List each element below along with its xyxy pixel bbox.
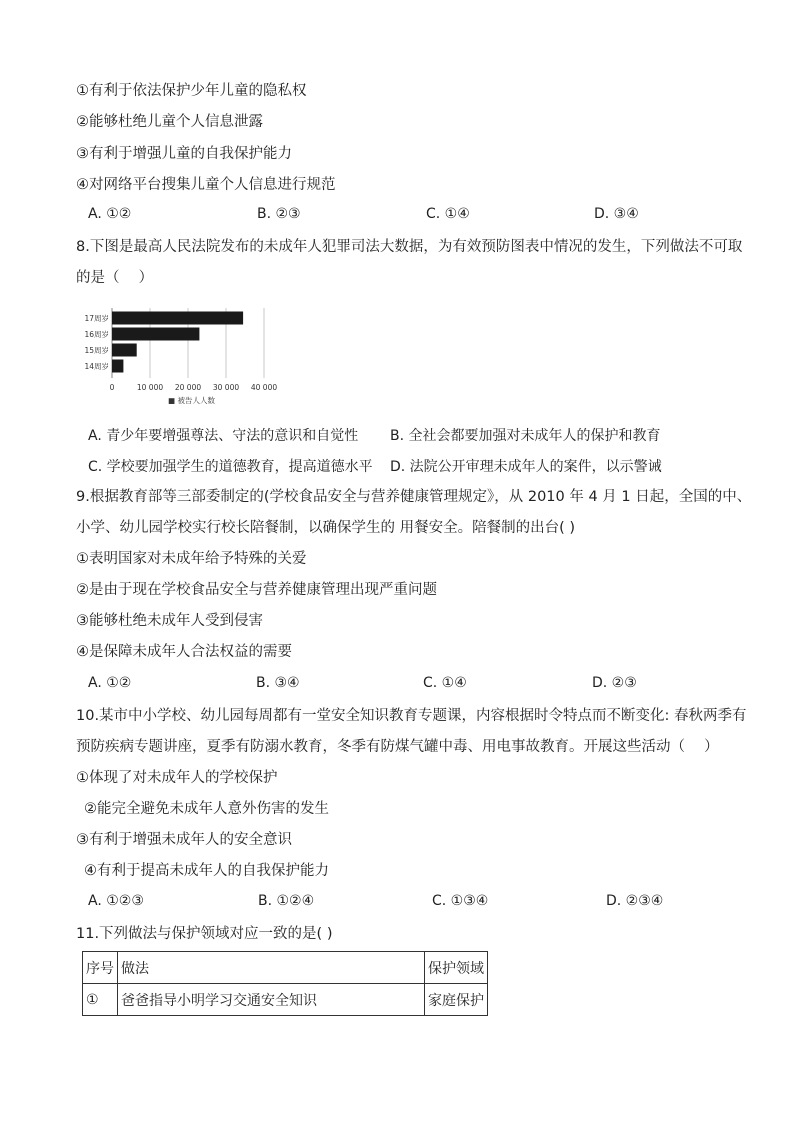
- table-cell: ①: [83, 984, 118, 1016]
- q9-option-c[interactable]: C. ①④: [423, 675, 467, 691]
- q8-option-a[interactable]: A. 青少年要增强尊法、守法的意识和自觉性: [88, 428, 359, 444]
- category-label: 14周岁: [84, 362, 109, 371]
- table-header-cell: 保护领域: [425, 952, 488, 984]
- q10-item-2: ②能完全避免未成年人意外伤害的发生: [84, 801, 329, 817]
- q9-item-4: ④是保障未成年人合法权益的需要: [76, 644, 292, 660]
- q7-option-c[interactable]: C. ①④: [426, 206, 470, 222]
- table-row: [83, 984, 488, 1016]
- q7-options: [88, 206, 708, 226]
- table-header-cell: 做法: [118, 952, 425, 984]
- bar: [112, 312, 243, 325]
- q9-options: [88, 675, 708, 695]
- q8-stem-line-2: 的是（ ）: [76, 270, 154, 286]
- x-tick-label: 0: [109, 383, 115, 392]
- q10-item-1: ①体现了对未成年人的学校保护: [76, 770, 278, 786]
- q10-stem-line-1: 10.某市中小学校、幼儿园每周都有一堂安全知识教育专题课，内容根据时令特点而不断变化: 春秋两季有: [76, 708, 747, 724]
- q11-table: [82, 951, 488, 1016]
- q10-option-c[interactable]: C. ①③④: [432, 893, 489, 909]
- q10-options: [88, 893, 708, 913]
- q9-option-b[interactable]: B. ③④: [256, 675, 300, 691]
- q8-option-d[interactable]: D. 法院公开审理未成年人的案件，以示警诫: [390, 459, 662, 475]
- q7-option-a[interactable]: A. ①②: [88, 206, 132, 222]
- q10-option-d[interactable]: D. ②③④: [606, 893, 664, 909]
- x-tick-label: 40 000: [250, 383, 278, 392]
- q7-item-2: ②能够杜绝儿童个人信息泄露: [76, 114, 263, 130]
- x-tick-label: 10 000: [136, 383, 164, 392]
- q9-item-2: ②是由于现在学校食品安全与营养健康管理出现严重问题: [76, 582, 437, 598]
- q10-item-3: ③有利于增强未成年人的安全意识: [76, 832, 292, 848]
- q10-item-4: ④有利于提高未成年人的自我保护能力: [84, 863, 329, 879]
- q9-item-3: ③能够杜绝未成年人受到侵害: [76, 613, 263, 629]
- q7-option-b[interactable]: B. ②③: [257, 206, 301, 222]
- q7-item-4: ④对网络平台搜集儿童个人信息进行规范: [76, 177, 336, 193]
- q10-option-b[interactable]: B. ①②④: [258, 893, 315, 909]
- bar: [112, 344, 137, 357]
- category-label: 16周岁: [84, 330, 109, 339]
- q9-stem-line-1: 9.根据教育部等三部委制定的(学校食品安全与营养健康管理规定》，从 2010 年 4 月 1 日起，全国的中、: [76, 489, 752, 505]
- q7-item-3: ③有利于增强儿童的自我保护能力: [76, 146, 292, 162]
- bar: [112, 328, 199, 341]
- table-cell: 家庭保护: [425, 984, 488, 1016]
- x-tick-label: 30 000: [212, 383, 240, 392]
- table-cell: 爸爸指导小明学习交通安全知识: [118, 984, 425, 1016]
- category-label: 17周岁: [84, 314, 109, 323]
- table-header-row: [83, 952, 488, 984]
- q10-option-a[interactable]: A. ①②③: [88, 893, 144, 909]
- q9-option-a[interactable]: A. ①②: [88, 675, 132, 691]
- q9-stem-line-2: 小学、幼儿园学校实行校长陪餐制，以确保学生的 用餐安全。陪餐制的出台( ): [76, 520, 576, 536]
- q11-stem: 11.下列做法与保护领域对应一致的是( ): [76, 926, 333, 942]
- q8-bar-chart: [72, 300, 312, 415]
- table-header-cell: 序号: [83, 952, 118, 984]
- q7-item-1: ①有利于依法保护少年儿童的隐私权: [76, 83, 307, 99]
- q8-stem-line-1: 8.下图是最高人民法院发布的未成年人犯罪司法大数据，为有效预防图表中情况的发生，下列做法不可取: [76, 239, 743, 255]
- chart-legend: ■ 被告人人数: [168, 396, 215, 405]
- category-label: 15周岁: [84, 346, 109, 355]
- q9-item-1: ①表明国家对未成年给予特殊的关爱: [76, 551, 307, 567]
- q10-stem-line-2: 预防疾病专题讲座，夏季有防溺水教育，冬季有防煤气罐中毒、用电事故教育。开展这些活动（ ）: [76, 739, 719, 755]
- x-tick-label: 20 000: [174, 383, 202, 392]
- q9-option-d[interactable]: D. ②③: [592, 675, 637, 691]
- q8-option-b[interactable]: B. 全社会都要加强对未成年人的保护和教育: [390, 428, 661, 444]
- q8-option-c[interactable]: C. 学校要加强学生的道德教育，提高道德水平: [88, 459, 373, 475]
- bar: [112, 360, 123, 373]
- q7-option-d[interactable]: D. ③④: [594, 206, 639, 222]
